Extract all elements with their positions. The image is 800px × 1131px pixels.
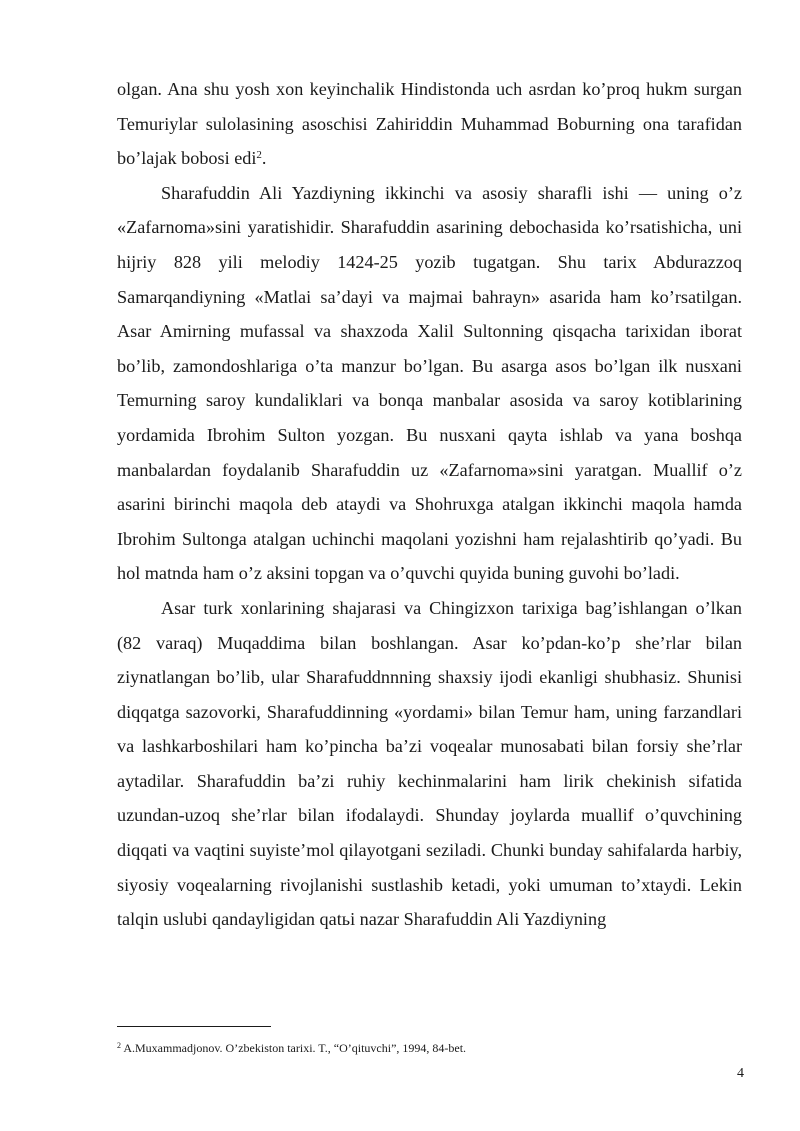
footnote-reference[interactable]: 2 — [256, 149, 262, 162]
paragraph-1 — [117, 72, 742, 176]
paragraph-1-text: olgan. Ana shu yosh xon keyinchalik Hindistonda uch asrdan ko’proq hukm surgan Temuriylar sulolasining asoschisi Zahiriddin Muhammad Boburning ona tarafidan bo’lajak bobosi edi — [117, 79, 742, 169]
footnote-marker: 2 — [117, 1041, 121, 1050]
footnote — [117, 1040, 742, 1056]
footnote-separator — [117, 1026, 271, 1027]
page-number: 4 — [737, 1066, 744, 1081]
paragraph-1-end: . — [261, 148, 267, 169]
paragraph-2: Sharafuddin Ali Yazdiyning ikkinchi va asosiy sharafli ishi — uning o’z «Zafarnoma»sini yaratishidir. Sharafuddin asarining debochasida ko’rsatishicha, uni hijriy 828 yili melodiy 1424-25 yozib tugatgan. Shu tarix Abdurazzoq Samarqandiyning «Matlai sa’dayi va majmai bahrayn» asarida ham ko’rsatilgan. Asar Amirning mufassal va shaxzoda Xalil Sultonning qisqacha tarixidan iborat bo’lib, zamondoshlariga o’ta manzur bo’lgan. Bu asarga asos bo’lgan ilk nusxani Temurning saroy kundaliklari va bonqa manbalar asosida va saroy kotiblarining yordamida Ibrohim Sulton yozgan. Bu nusxani qayta ishlab va yana boshqa manbalardan foydalanib Sharafuddin uz «Zafarnoma»sini yaratgan. Muallif o’z asarini birinchi maqola deb ataydi va Shohruxga atalgan ikkinchi maqola hamda Ibrohim Sultonga atalgan uchinchi maqolani yozishni ham rejalashtirib qo’yadi. Bu hol matnda ham o’z aksini topgan va o’quvchi quyida buning guvohi bo’ladi. — [117, 182, 742, 584]
body-text — [117, 72, 742, 937]
paragraph-3: Asar turk xonlarining shajarasi va Chingizxon tarixiga bag’ishlangan o’lkan (82 varaq) Muqaddima bilan boshlangan. Asar ko’pdan-ko’p she’rlar bilan ziynatlangan bo’lib, ular Sharafuddnnning shaxsiy ijodi ekanligi shubhasiz. Shunisi diqqatga sazovorki, Sharafuddinning «yordami» bilan Temur ham, uning farzandlari va lashkarboshilari ham ko’pincha ba’zi voqealar munosabati bilan forsiy she’rlar aytadilar. Sharafuddin ba’zi ruhiy kechinmalarini ham lirik chekinish sifatida uzundan-uzoq she’rlar bilan ifodalaydi. Shunday joylarda muallif o’quvchining diqqati va vaqtini suyiste’mol qilayotgani seziladi. Chunki bunday sahifalarda harbiy, siyosiy voqealarning rivojlanishi sustlashib ketadi, yoki umuman to’xtaydi. Lekin talqin uslubi qandayligidan qatьi nazar Sharafuddin Ali Yazdiyning — [117, 597, 742, 930]
footnote-text: A.Muxammadjonov. O’zbekiston tarixi. T., “O’qituvchi”, 1994, 84-bet. — [121, 1041, 467, 1055]
